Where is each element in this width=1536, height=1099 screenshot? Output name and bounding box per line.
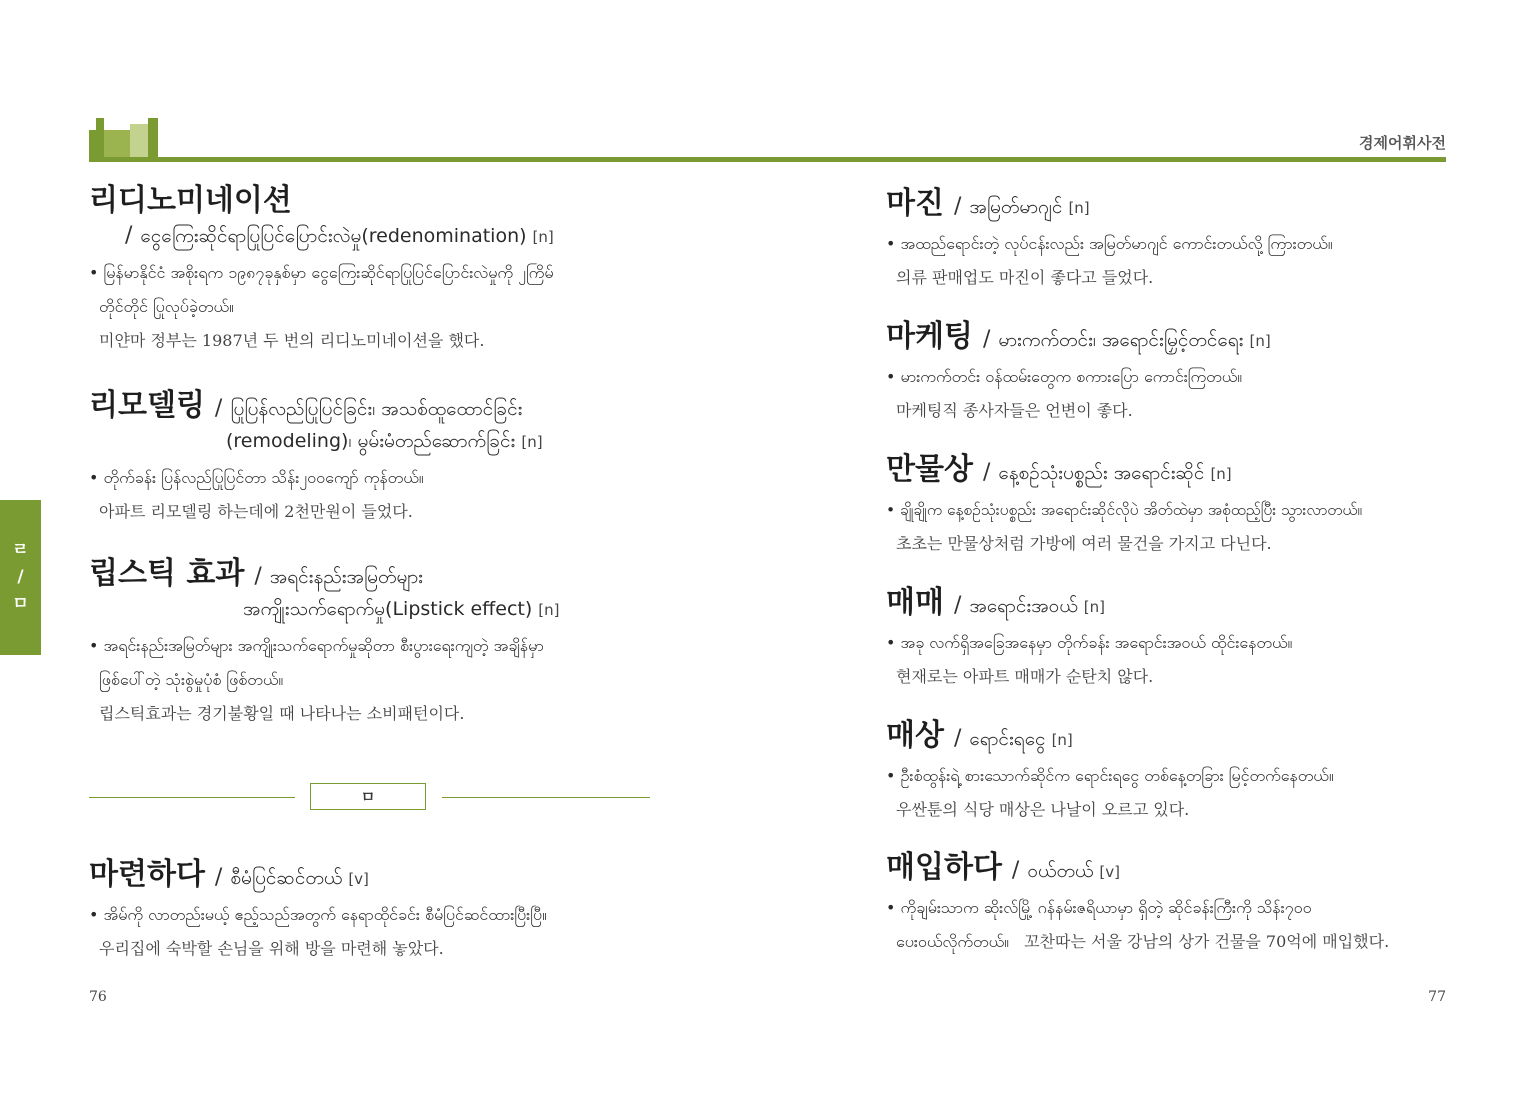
meaning: ဝယ်တယ် (1027, 860, 1094, 882)
meaning: အရင်းနည်းအမြတ်များ (269, 566, 424, 588)
part-of-speech: [n] (1051, 731, 1073, 749)
separator: / (953, 726, 962, 751)
section-tab-bottom: ㅁ (12, 594, 29, 615)
example-burmese: • မားကက်တင်း ဝန်ထမ်းတွေက စကားပြော ကောင်းကြတယ်။ (886, 367, 1243, 386)
separator: / (982, 460, 991, 485)
headword: 리모델링 (89, 388, 205, 423)
example-burmese: • အထည်ရောင်းတဲ့ လုပ်ငန်းလည်း အမြတ်မာဂျင် ကောင်းတယ်လို့ ကြားတယ်။ (886, 234, 1333, 253)
example-burmese: • ကိုချမ်းသာက ဆိုးလ်မြို့ ဂန်နမ်းဇရိယာမှာ ရှိတဲ့ ဆိုင်ခန်းကြီးကို သိန်း၇၀၀ (886, 898, 1312, 917)
headword: 마진 (886, 186, 944, 221)
separator: / (953, 593, 962, 618)
entry-remodeling (89, 380, 543, 529)
entry-redenomination (89, 175, 554, 358)
example-burmese-cont: တိုင်တိုင် ပြုလုပ်ခဲ့တယ်။ (99, 297, 234, 316)
example-korean: 마케팅직 종사자들은 언변이 좋다. (896, 401, 1133, 420)
example-burmese: • အရင်းနည်းအမြတ်များ အကျိုးသက်ရောက်မှုဆိုတာ စီးပွားရေးကျတဲ့ အချိန်မှာ (89, 636, 544, 655)
example-korean: 아파트 리모델링 하는데에 2천만원이 들었다. (99, 502, 413, 521)
divider-line-right (442, 797, 650, 798)
example-burmese: • အိမ်ကို လာတည်းမယ့် ဧည့်သည်အတွက် နေရာထိုင်ခင်း စီမံပြင်ဆင်ထားပြီးပြီ။ (89, 905, 547, 924)
example-korean: 현재로는 아파트 매매가 순탄치 않다. (896, 667, 1154, 686)
entry-margin (886, 178, 1333, 295)
example-burmese: • တိုက်ခန်း ပြန်လည်ပြုပြင်တာ သိန်း၂၀၀ကျော် ကုန်တယ်။ (89, 468, 424, 487)
entry-maesang (886, 710, 1334, 827)
example-burmese: • ဦးစံထွန်းရဲ့ စားသောက်ဆိုင်က ရောင်းရငွေ တစ်နေ့တခြား မြင့်တက်နေတယ်။ (886, 766, 1334, 785)
book-title: 경제어휘사전 (1359, 134, 1446, 152)
example-korean: 립스틱효과는 경기불황일 때 나타나는 소비패턴이다. (99, 704, 465, 723)
page-number-left: 76 (89, 989, 107, 1005)
part-of-speech: [n] (1083, 598, 1106, 616)
section-divider-label: ㅁ (310, 783, 426, 810)
example-burmese: • အခု လက်ရှိအခြေအနေမှာ တိုက်ခန်း အရောင်းအဝယ် ထိုင်းနေတယ်။ (886, 633, 1293, 652)
meaning: ပြုပြန်လည်ပြုပြင်ခြင်း၊ အသစ်ထူထောင်ခြင်း (230, 398, 523, 420)
part-of-speech: [v] (1099, 863, 1120, 881)
page-number-right: 77 (1428, 989, 1446, 1005)
part-of-speech: [n] (1210, 465, 1232, 483)
meaning: ရောင်းရငွေ (969, 728, 1046, 750)
meaning: အမြတ်မာဂျင် (969, 196, 1063, 218)
headword: 매매 (886, 585, 944, 620)
meaning: အရောင်းအဝယ် (969, 595, 1078, 617)
example-burmese: • ချိုချိုက နေ့စဉ်သုံးပစ္စည်း အရောင်းဆိုင်လိုပဲ အိတ်ထဲမှာ အစုံထည့်ပြီး သွားလာတယ်။ (886, 501, 1363, 519)
meaning: နေ့စဉ်သုံးပစ္စည်း အရောင်းဆိုင် (998, 462, 1205, 484)
separator: / (214, 396, 223, 421)
entry-lipstick-effect (89, 548, 560, 731)
separator: / (125, 223, 133, 248)
entry-marketing (886, 311, 1271, 428)
headword: 매입하다 (886, 850, 1002, 885)
entry-maryeonhada (89, 849, 547, 966)
headword: 만물상 (886, 452, 973, 487)
part-of-speech: [n] (532, 228, 554, 246)
example-korean: 우리집에 숙박할 손님을 위해 방을 마련해 놓았다. (99, 939, 444, 958)
example-korean: 우싼툰의 식당 매상은 나날이 오르고 있다. (896, 800, 1190, 819)
section-tab-slash: / (17, 566, 24, 587)
headword: 립스틱 효과 (89, 556, 245, 591)
part-of-speech: [n] (1249, 332, 1271, 350)
separator: / (953, 194, 962, 219)
separator: / (1011, 858, 1020, 883)
example-korean: 미얀마 정부는 1987년 두 번의 리디노미네이션을 했다. (99, 331, 485, 350)
entry-maeiphada (886, 842, 1389, 959)
header-rule (89, 157, 1446, 162)
entry-maemae (886, 577, 1292, 694)
headword: 마케팅 (886, 319, 973, 354)
section-tab (0, 500, 41, 655)
example-korean: 의류 판매업도 마진이 좋다고 들었다. (896, 268, 1154, 287)
meaning-cont: (remodeling)၊ မွမ်းမံတည်ဆောက်ခြင်း (226, 430, 516, 452)
part-of-speech: [n] (538, 601, 560, 619)
meaning: စီမံပြင်ဆင်တယ် (230, 867, 343, 889)
separator: / (254, 564, 262, 589)
entry-manmulsang (886, 444, 1362, 561)
headword: 리디노미네이션 (89, 183, 292, 218)
example-burmese: • မြန်မာနိုင်ငံ အစိုးရက ၁၉၈၇ခုနှစ်မှာ ငွေကြေးဆိုင်ရာပြုပြင်ပြောင်းလဲမှုကို ၂ကြိမ် (89, 263, 554, 282)
part-of-speech: [n] (521, 433, 543, 451)
meaning: မားကက်တင်း၊ အရောင်းမြှင့်တင်ရေး (998, 329, 1244, 351)
part-of-speech: [v] (348, 870, 369, 888)
headword: 매상 (886, 718, 944, 753)
example-burmese-cont: ပေးဝယ်လိုက်တယ်။ (896, 932, 1009, 951)
separator: / (214, 865, 223, 890)
part-of-speech: [n] (1068, 199, 1090, 217)
example-korean: 초초는 만물상처럼 가방에 여러 물건을 가지고 다닌다. (896, 534, 1272, 553)
meaning-cont: အကျိုးသက်ရောက်မှု(Lipstick effect) (243, 598, 533, 620)
headword: 마련하다 (89, 857, 205, 892)
example-burmese-cont: ဖြစ်ပေါ်တဲ့ သုံးစွဲမှုပုံစံ ဖြစ်တယ်။ (99, 670, 284, 689)
divider-line-left (89, 797, 295, 798)
meaning: ငွေကြေးဆိုင်ရာပြုပြင်ပြောင်းလဲမှု(redenomination) (140, 225, 527, 247)
section-tab-top: ㄹ (12, 539, 29, 560)
example-korean: 꼬찬따는 서울 강남의 상가 건물을 70억에 매입했다. (1024, 932, 1390, 951)
separator: / (982, 327, 991, 352)
